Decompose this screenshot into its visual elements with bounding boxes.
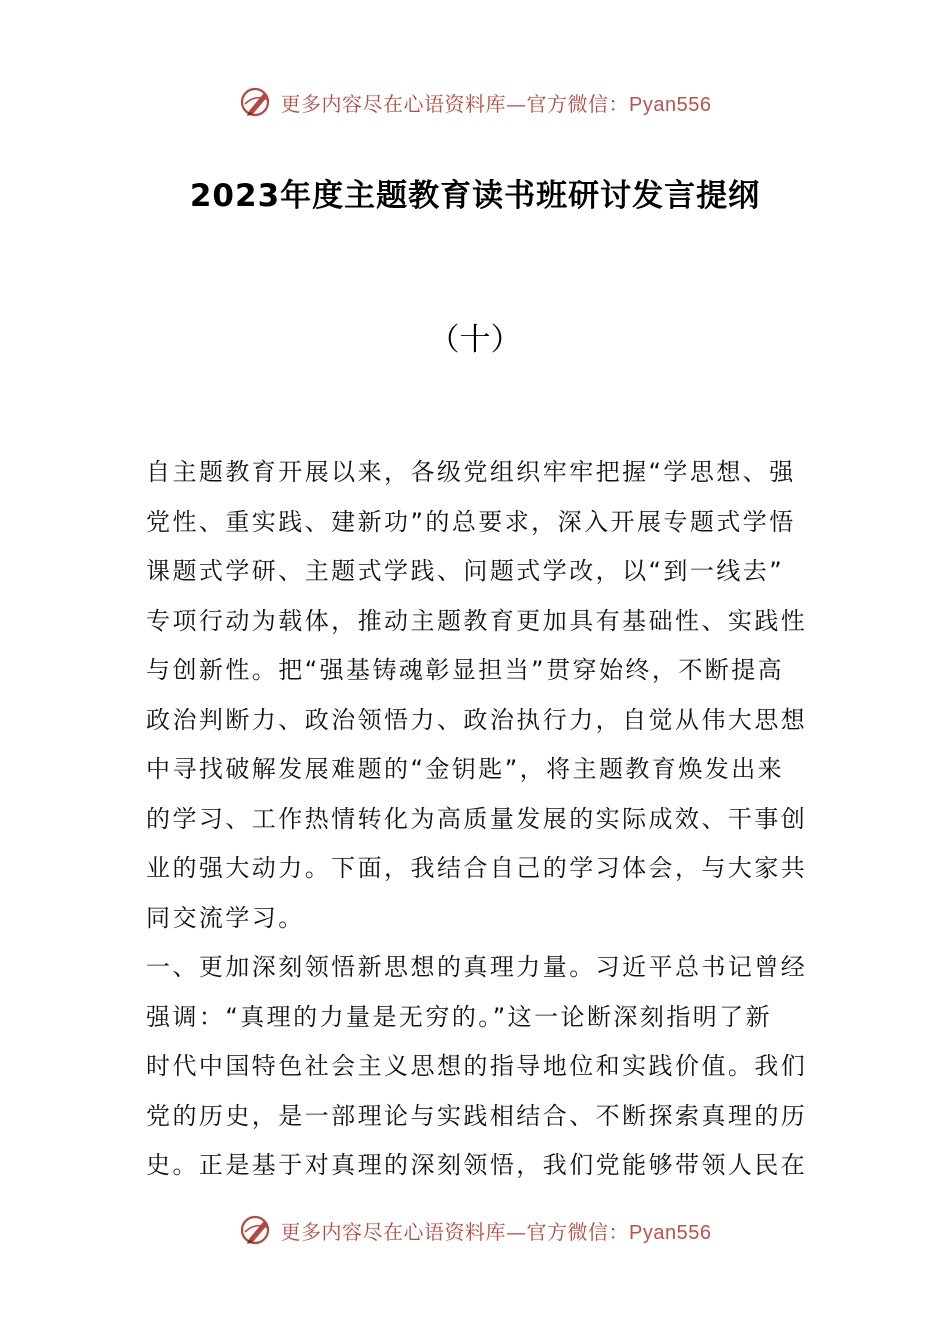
body-line: 与创新性。把“强基铸魂彰显担当”贯穿始终，不断提高 — [146, 656, 785, 684]
watermark-wechat-id: Pyan556 — [629, 93, 712, 116]
body-line: 的学习、工作热情转化为高质量发展的实际成效、干事创 — [146, 804, 808, 833]
body-line: 同交流学习。 — [146, 903, 305, 932]
watermark-text: 更多内容尽在心语资料库—官方微信：Pyan556 — [280, 1219, 712, 1244]
pen-logo-icon — [239, 1212, 275, 1248]
body-line: 党性、重实践、建新功”的总要求，深入开展专题式学悟 — [146, 507, 796, 536]
footer-watermark — [0, 1208, 950, 1252]
document-subtitle: （十） — [428, 322, 522, 358]
body-line: 业的强大动力。下面，我结合自己的学习体会，与大家共 — [146, 854, 808, 882]
watermark-wechat-id: Pyan556 — [629, 1221, 712, 1244]
body-line: 专项行动为载体，推动主题教育更加具有基础性、实践性 — [146, 606, 808, 635]
document-body — [146, 448, 808, 1191]
pen-logo-icon — [239, 84, 275, 120]
body-line: 一、更加深刻领悟新思想的真理力量。习近平总书记曾经 — [146, 953, 808, 981]
body-line: 课题式学研、主题式学践、问题式学改，以“到一线去” — [146, 557, 785, 585]
body-line: 自主题教育开展以来，各级党组织牢牢把握“学思想、强 — [146, 458, 796, 486]
header-watermark — [0, 80, 950, 124]
body-line: 时代中国特色社会主义思想的指导地位和实践价值。我们 — [146, 1052, 808, 1080]
body-line: 政治判断力、政治领悟力、政治执行力，自觉从伟大思想 — [146, 705, 808, 734]
body-line: 党的历史，是一部理论与实践相结合、不断探索真理的历 — [146, 1101, 808, 1130]
document-title: 2023年度主题教育读书班研讨发言提纲 — [189, 178, 761, 214]
body-line: 中寻找破解发展难题的“金钥匙”，将主题教育焕发出来 — [146, 755, 785, 783]
watermark-text: 更多内容尽在心语资料库—官方微信：Pyan556 — [280, 91, 712, 116]
body-line: 强调：“真理的力量是无穷的。”这一论断深刻指明了新 — [146, 1002, 773, 1031]
body-line: 史。正是基于对真理的深刻领悟，我们党能够带领人民在 — [146, 1151, 808, 1179]
